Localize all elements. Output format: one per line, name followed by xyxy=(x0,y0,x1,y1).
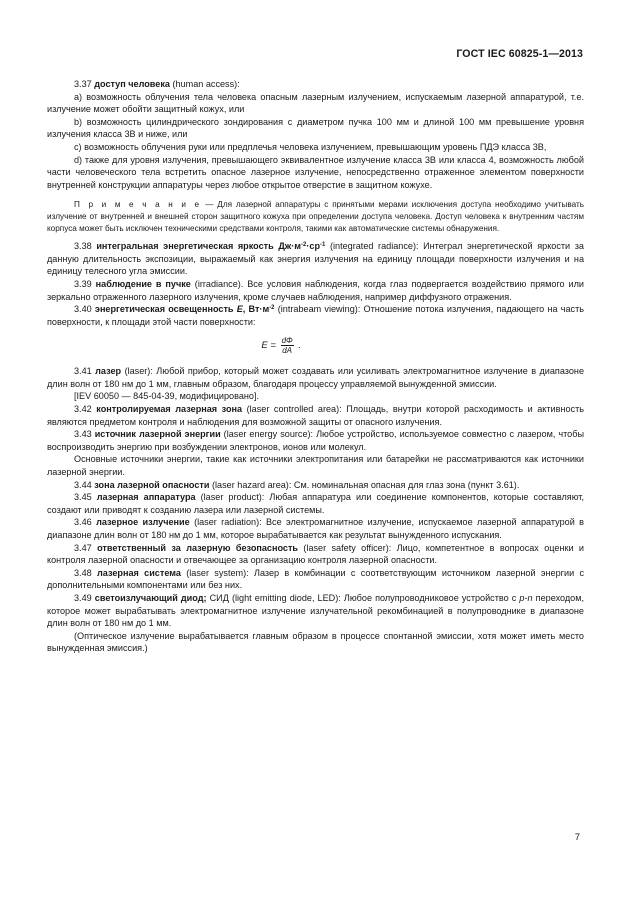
item-b: b) возможность цилиндрического зондирования с диаметром пучка 100 мм и длиной 100 мм превышение уровня излучения класса 3В и ниже, или xyxy=(47,116,584,140)
pn-junction: p-n xyxy=(519,592,533,603)
term: наблюдение в пучке xyxy=(95,278,191,289)
term: источник лазерной энергии xyxy=(94,429,221,440)
clause-3-41 xyxy=(47,365,584,390)
definition: (laser hazard area): См. номинальная опасная для глаз зона (пункт 3.61). xyxy=(209,479,520,490)
term: интегральная энергетическая яркость Дж·м xyxy=(96,241,302,252)
definition: (laser safety officer): Лицо, компетентное в вопросах оценки и контроля лазерной опасности и отвечающее за организацию контроля лазерной опасности. xyxy=(47,542,584,566)
clause-number: 3.41 xyxy=(74,366,92,377)
clause-3-44 xyxy=(47,479,584,492)
clause-number: 3.45 xyxy=(74,492,92,503)
formula-fraction xyxy=(281,336,294,355)
clause-3-49-extra: (Оптическое излучение вырабатывается главным образом в процессе спонтанной эмиссии, хотя может иметь место вынужденная эмиссия.) xyxy=(47,630,584,654)
definition: (laser): Любой прибор, который может создавать или усиливать электромагнитное излучение в диапазоне длин волн от 180 нм до 1 мм, главным образом, благодаря процессу управляемой вынужденной эмиссии. xyxy=(47,366,585,389)
term: светоизлучающий диод; xyxy=(94,592,207,603)
clause-3-46 xyxy=(47,516,584,541)
formula xyxy=(47,336,584,355)
term: зона лазерной опасности xyxy=(94,479,210,490)
term-unit: ·ср xyxy=(306,241,320,252)
term: ответственный за лазерную безопасность xyxy=(97,542,299,553)
fraction-numerator: dΦ xyxy=(281,336,293,346)
clause-3-49 xyxy=(47,592,584,630)
clause-number: 3.37 xyxy=(74,79,92,89)
clause-3-43 xyxy=(47,428,584,453)
item-a: а) возможность облучения тела человека опасным лазерным излучением, испускаемым лазерной аппаратурой, т.е. излучение может обойти защитный кожух, или xyxy=(47,91,584,115)
note-label: П р и м е ч а н и е xyxy=(74,200,202,210)
term: лазерное излучение xyxy=(96,517,190,528)
document-body xyxy=(47,78,584,655)
clause-3-37 xyxy=(47,78,584,91)
clause-3-48 xyxy=(47,567,584,592)
definition: (laser product): Любая аппаратура или соединение компонентов, которые составляют, создают или приводят к созданию лазера или лазерной системы. xyxy=(47,492,584,515)
clause-3-40 xyxy=(47,303,584,328)
clause-number: 3.44 xyxy=(74,479,92,490)
clause-3-39 xyxy=(47,278,584,303)
fraction-denominator: dA xyxy=(282,346,293,356)
term-unit: , Вт·м xyxy=(242,304,270,315)
definition: (laser controlled area): Площадь, внутри которой расходимость и активность являются предметом контроля и наблюдения для возможной защиты от опасного излучения. xyxy=(47,404,584,427)
definition: (irradiance). Все условия наблюдения, когда глаз подвергается воздействию прямого или зеркально отраженного лазерного излучения, кроме случаев наблюдения, например диффузного отражения. xyxy=(47,278,584,302)
clause-number: 3.46 xyxy=(74,517,92,528)
superscript: -2 xyxy=(269,305,275,312)
clause-3-42 xyxy=(47,403,584,428)
clause-number: 3.40 xyxy=(74,304,92,315)
definition: (laser radiation): Все электромагнитное излучение, испускаемое лазерной аппаратурой в диапазоне длин волн от 180 нм до 1 мм, которое вырабатывается как результат вынужденного испускания. xyxy=(47,517,584,540)
definition-continued: переходом, которое может вырабатывать электромагнитное излучение излучательной рекомбинацией в полупроводнике в диапазоне длин волн от 180 нм до 1 мм. xyxy=(47,592,585,629)
item-c: с) возможность облучения руки или предплечья человека излучением, превышающим уровень ПДЭ класса 3В, xyxy=(74,141,547,152)
definition: (integrated radiance): Интеграл энергетической яркости за данную длительность экспозиции, выражаемый как энергия излучения на единицу площади поверхности излучения и на единицу телесного угла эмиссии. xyxy=(47,241,584,277)
clause-number: 3.39 xyxy=(74,278,92,289)
note xyxy=(47,199,584,234)
page-number: 7 xyxy=(574,832,580,843)
definition: СИД (light emitting diode, LED): Любое полупроводниковое устройство с xyxy=(206,592,520,603)
term: лазерная система xyxy=(97,567,181,578)
term: лазер xyxy=(95,366,122,377)
clause-3-47 xyxy=(47,542,584,567)
note-text: — Для лазерной аппаратуры с принятыми мерами исключения доступа необходимо учитывать излучение от внутренней и внешней сторон защитного кожуха при определении доступа человека. Доступ человека к внутренним частям корпуса может быть исключен техническими средствами контроля, такими как автоматические системы обнаружения. xyxy=(47,200,584,233)
definition: (laser system): Лазер в комбинации с соответствующим источником лазерной энергии с дополнительными компонентами или без них. xyxy=(47,567,585,591)
clause-number: 3.43 xyxy=(74,429,92,440)
definition: (laser energy source): Любое устройство, используемое совместно с лазером, чтобы воспроизводить энергию при возбуждении электронов, ионов или молекул. xyxy=(47,429,584,452)
superscript: -2 xyxy=(301,242,307,249)
term: энергетическая освещенность xyxy=(94,304,237,315)
clause-3-43-extra: Основные источники энергии, такие как источники электропитания или батарейки не рассматриваются как источники лазерной энергии. xyxy=(47,454,584,478)
definition: (intrabeam viewing): Отношение потока излучения, падающего на часть поверхности, к площади этой части поверхности: xyxy=(47,304,584,327)
term-english: (human access): xyxy=(169,79,240,89)
formula-tail: . xyxy=(298,340,301,352)
superscript: -1 xyxy=(320,242,326,249)
clause-number: 3.42 xyxy=(74,404,92,415)
clause-number: 3.48 xyxy=(74,567,92,578)
clause-number: 3.38 xyxy=(74,241,92,252)
formula-lhs: E = xyxy=(261,340,276,352)
term-symbol: E xyxy=(236,304,243,315)
clause-3-38 xyxy=(47,240,584,278)
clause-3-45 xyxy=(47,491,584,516)
clause-number: 3.47 xyxy=(74,542,92,553)
standard-header: ГОСТ IEC 60825-1—2013 xyxy=(456,48,583,60)
clause-number: 3.49 xyxy=(74,592,92,603)
term: лазерная аппаратура xyxy=(96,492,196,503)
term: контролируемая лазерная зона xyxy=(96,404,243,415)
reference: [IEV 60050 — 845-04-39, модифицировано]. xyxy=(74,391,260,402)
term: доступ человека xyxy=(94,79,170,89)
item-d: d) также для уровня излучения, превышающего эквивалентное излучение класса 3В или класса 4, возможность любой части человеческого тела встретить опасное лазерное излучение, непосредственно отраженное элементом поверхности внутренней конструкции аппаратуры через любое открытое отверстие в защитном кожухе. xyxy=(47,154,584,190)
